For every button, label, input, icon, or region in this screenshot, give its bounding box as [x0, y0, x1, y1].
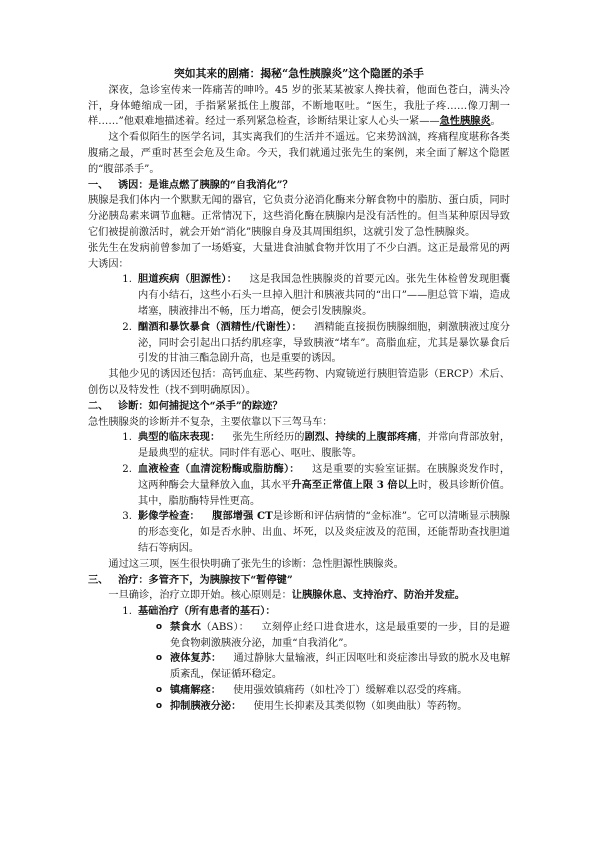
item-heading: 液体复苏： — [170, 652, 222, 665]
page-title: 突如其来的剧痛：揭秘“急性胰腺炎”这个隐匿的杀手 — [174, 67, 424, 80]
paragraph-end: 。 — [454, 589, 465, 602]
item-text: 通过静脉大量输液，纠正因呕吐和炎症渗出导致的脱水及电解质紊乱，保证循环稳定。 — [170, 653, 511, 681]
list-number: 2. — [122, 321, 132, 333]
list-number: 1. — [122, 432, 132, 444]
item-text: 使用生长抑素及其类似物（如奥曲肽）等药物。 — [253, 700, 468, 712]
item-text: 时，极具诊断价值。其中，脂肪酶特异性更高。 — [138, 479, 511, 507]
item-emphasis: 腹部增强 CT — [212, 510, 273, 523]
diagnosis-list — [88, 430, 510, 556]
item-heading: 影像学检查： — [138, 510, 200, 523]
core-principle: 让胰腺休息、支持治疗、防治并发症 — [291, 589, 455, 602]
intro-end: 。 — [490, 116, 501, 128]
item-text: 这是重要的实验室证据。在胰腺炎发作时，这两种酶会大量释放入血，其水平 — [138, 463, 511, 491]
list-item — [88, 462, 510, 509]
section-heading-diagnosis — [88, 399, 510, 415]
sub-list-item — [88, 683, 510, 699]
paragraph-text: 一旦确诊，治疗立即开始。核心原则是： — [108, 590, 292, 602]
intro-paragraph-2: 这个看似陌生的医学名词，其实离我们的生活并不遥远。它来势汹汹，疼痛程度堪称各类腹痛之最，严重时甚至会危及生命。今天，我们就通过张先生的案例，来全面了解这个隐匿的“腹部杀手”。 — [88, 132, 510, 175]
bullet-marker: o — [155, 653, 162, 664]
list-item — [88, 320, 510, 367]
list-item — [88, 509, 510, 556]
section-number: 一、 — [88, 178, 109, 191]
paragraph: 张先生在发病前曾参加了一场婚宴，大量进食油腻食物并饮用了不少白酒。这正是最常见的两大诱因： — [88, 242, 510, 270]
section-number: 三、 — [88, 573, 109, 586]
list-number: 1. — [122, 274, 132, 286]
section-heading-causes — [88, 178, 510, 194]
item-text: ，并常向背部放射，是最典型的症状。同时伴有恶心、呕吐、腹胀等。 — [138, 432, 511, 460]
item-heading: 禁食水 — [170, 620, 202, 633]
paragraph: 通过这三项，医生很快明确了张先生的诊断：急性胆源性胰腺炎。 — [108, 558, 404, 570]
item-text: （ABS）： — [201, 621, 250, 633]
diagnosis-highlight: 急性胰腺炎 — [439, 115, 491, 128]
item-heading: 抑制胰液分泌： — [170, 699, 242, 712]
item-heading: 镇痛解痉： — [170, 684, 221, 697]
section-number: 二、 — [88, 399, 109, 412]
list-item — [88, 272, 510, 319]
list-number: 2. — [122, 463, 132, 475]
item-heading: 血液检查（血清淀粉酶或脂肪酶）： — [138, 462, 300, 475]
bullet-marker: o — [155, 700, 162, 711]
intro-paragraph-1 — [88, 83, 510, 130]
item-emphasis: 升高至正常值上限 3 倍以上 — [291, 478, 419, 491]
section-title: 诊断：如何捕捉这个“杀手”的踪迹？ — [118, 399, 283, 412]
list-item — [88, 430, 510, 462]
section-title: 诱因：是谁点燃了胰腺的“自我消化”？ — [118, 178, 293, 191]
paragraph: 急性胰腺炎的诊断并不复杂，主要依靠以下三驾马车： — [88, 416, 333, 428]
item-emphasis: 剧烈、持续的上腹部疼痛 — [304, 431, 418, 444]
item-text: 这是我国急性胰腺炎的首要元凶。张先生体检曾发现胆囊内有小结石，这些小石头一旦掉入胆汁和胰液共同的“出口”——胆总管下端，造成堵塞，胰液排出不畅，压力增高，便会引发胰腺炎。 — [138, 274, 511, 317]
list-item — [88, 604, 510, 620]
item-heading: 酗酒和暴饮暴食（酒精性/代谢性）： — [138, 320, 302, 333]
item-text: 张先生所经历的 — [232, 432, 305, 444]
list-number: 1. — [122, 606, 132, 618]
intro-text: 深夜，急诊室传来一阵痛苦的呻吟。45 岁的张某某被家人搀扶着，他面色苍白，满头冷汗，身体蜷缩成一团，手指紧紧抵住上腹部，不断地呕吐。“医生，我肚子疼……像刀割一样……”他艰难地描述着。经过一系列紧急检查，诊断结果让家人心头一紧—— — [88, 84, 510, 128]
bullet-marker: o — [155, 685, 162, 696]
item-heading: 胆道疾病（胆源性）： — [138, 273, 238, 286]
item-text: 酒精能直接损伤胰腺细胞，刺激胰液过度分泌，同时会引起出口括约肌痉挛，导致胰液“堵车”。高脂血症，尤其是暴饮暴食后引发的甘油三酯急剧升高，也是重要的诱因。 — [138, 321, 510, 365]
causes-list — [88, 272, 510, 367]
section-title: 治疗：多管齐下，为胰腺按下“暂停键” — [118, 573, 293, 586]
sub-list-item — [88, 651, 510, 683]
sub-list-item — [88, 699, 510, 715]
section-heading-treatment — [88, 573, 510, 589]
paragraph: 胰腺是我们体内一个默默无闻的器官，它负责分泌消化酶来分解食物中的脂肪、蛋白质，同时分泌胰岛素来调节血糖。正常情况下，这些消化酶在胰腺内是没有活性的。但当某种原因导致它们被提前激活时，就会开始“消化”胰腺自身及其周围组织，这就引发了急性胰腺炎。 — [88, 195, 510, 238]
bullet-marker: o — [155, 621, 162, 632]
item-text: 是诊断和评估病情的“金标准”。它可以清晰显示胰腺的形态变化，如是否水肿、出血、坏死，以及炎症波及的范围，还能帮助查找胆道结石等病因。 — [138, 511, 510, 554]
basic-treatment-list — [88, 620, 510, 715]
paragraph — [88, 588, 510, 604]
document-page — [88, 66, 510, 715]
item-heading: 基础治疗（所有患者的基石）： — [138, 605, 276, 618]
item-text: 立刻停止经口进食进水，这是最重要的一步，目的是避免食物刺激胰液分泌，加重“自我消化”。 — [170, 621, 510, 649]
paragraph: 其他少见的诱因还包括：高钙血症、某些药物、内窥镜逆行胰胆管造影（ERCP）术后、创伤以及特发性（找不到明确原因）。 — [88, 369, 510, 396]
item-heading: 典型的临床表现： — [138, 431, 221, 444]
item-text: 使用强效镇痛药（如杜冷丁）缓解难以忍受的疼痛。 — [233, 685, 468, 697]
sub-list-item — [88, 620, 510, 652]
list-number: 3. — [122, 511, 132, 523]
